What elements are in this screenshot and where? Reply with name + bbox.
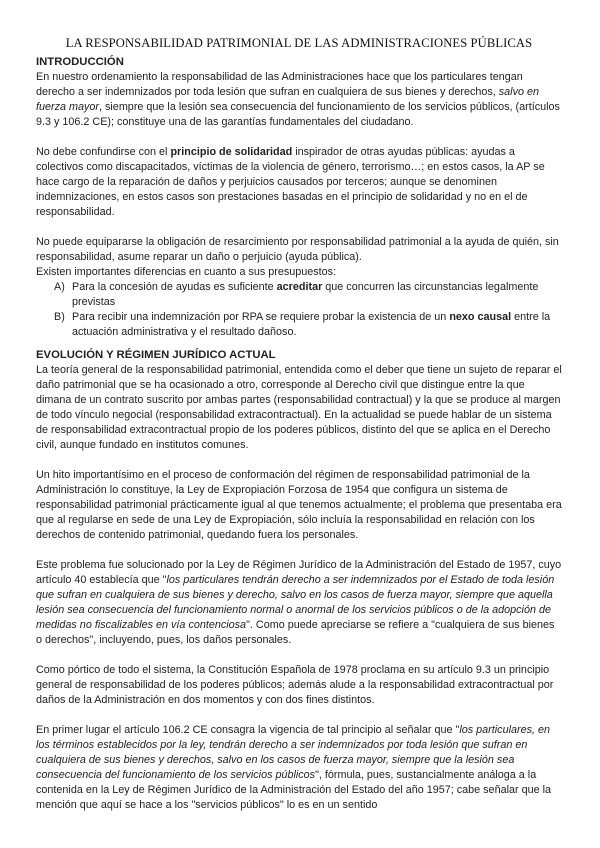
text-run: En primer lugar el artículo 106.2 CE consagra la vigencia de tal principio al señalar que " bbox=[36, 724, 460, 736]
text-run: ". Como puede apreciarse se refiere a "cualquiera de sus bienes o derechos", incluyendo, pues, los daños personales. bbox=[36, 619, 555, 646]
intro-paragraph-1 bbox=[36, 70, 562, 130]
intro-paragraph-3: No puede equipararse la obligación de resarcimiento por responsabilidad patrimonial a la ayuda de quién, sin responsabilidad, asume reparar un daño o perjuicio (ayuda pública). bbox=[36, 236, 559, 263]
intro-paragraph-2 bbox=[36, 145, 562, 220]
bold-run: acreditar bbox=[276, 281, 323, 293]
differences-list bbox=[36, 280, 562, 340]
document-title: LA RESPONSABILIDAD PATRIMONIAL DE LAS ADMINISTRACIONES PÚBLICAS bbox=[65, 36, 533, 50]
text-run: , siempre que la lesión sea consecuencia del funcionamiento de los servicios públicos, (artículos 9.3 y 106.2 CE); constituye una de las garantías fundamentales del ciudadano. bbox=[36, 101, 560, 128]
text-run: No debe confundirse con el bbox=[36, 146, 171, 158]
bold-run: principio de solidaridad bbox=[170, 146, 293, 158]
text-run: Para la concesión de ayudas es suficiente bbox=[72, 281, 277, 293]
evolution-paragraph-2: Un hito importantísimo en el proceso de conformación del régimen de responsabilidad patrimonial de la Administración lo constituye, la Ley de Expropiación Forzosa de 1954 que configura un sistema de responsabilidad patrimonial prácticamente igual al que tenemos actualmente; el problema que presentaba era que al regularse en sede de una Ley de Expropiación, sólo incluía la responsabilidad en relación con los derechos de contenido patrimonial, quedando fuera los personales. bbox=[36, 469, 562, 541]
italic-run: salvo en fuerza mayor bbox=[36, 86, 539, 113]
text-run: Este problema fue solucionado por la Ley de Régimen Jurídico de la Administración del Estado de 1957, cuyo artículo 40 establecía que " bbox=[36, 559, 562, 586]
text-run: ", fórmula, pues, sustancialmente análoga a la contenida en la Ley de Régimen Jurídico de la Administración del Estado del año 1957; cabe señalar que la mención que aquí se hace a los "servicios públicos" lo es en un sentido bbox=[36, 769, 551, 811]
evolution-paragraph-3 bbox=[36, 558, 562, 648]
text-run: Para recibir una indemnización por RPA se requiere probar la existencia de un bbox=[72, 311, 450, 323]
list-item-text bbox=[72, 310, 562, 340]
italic-quote: los particulares, en los términos establecidos por la ley, tendrán derecho a ser indemnizados por toda lesión que sufran en cualquiera de sus bienes y derechos, salvo en los casos de fuerza mayor, siempre que la lesión sea consecuencia del funcionamiento de los servicios públicos bbox=[36, 724, 550, 781]
bold-run: nexo causal bbox=[449, 311, 512, 323]
list-item bbox=[36, 280, 562, 310]
list-marker: B) bbox=[54, 311, 65, 323]
text-run: entre la actuación administrativa y el resultado dañoso. bbox=[72, 311, 551, 338]
section-heading-introduccion: INTRODUCCIÓN bbox=[36, 56, 124, 68]
text-run: que concurren las circunstancias legalmente previstas bbox=[72, 281, 539, 308]
text-run: inspirador de otras ayudas públicas: ayudas a colectivos como discapacitados, víctimas de la violencia de género, terrorismo…; en estos casos, la AP se hace cargo de la reparación de daños y perjuicios causados por terceros; aunque se denominen indemnizaciones, en estos casos son prestaciones basadas en el principio de solidaridad y no en el de responsabilidad. bbox=[36, 146, 545, 218]
list-item bbox=[36, 310, 562, 340]
italic-quote: los particulares tendrán derecho a ser indemnizados por el Estado de toda lesión que sufran en cualquiera de sus bienes y derecho, salvo en los casos de fuerza mayor, siempre que aquella lesión sea consecuencia del funcionamiento normal o anormal de los servicios públicos o de la adopción de medidas no fiscalizables en vía contenciosa bbox=[36, 574, 555, 631]
section-heading-evolucion: EVOLUCIÓN Y RÉGIMEN JURÍDICO ACTUAL bbox=[36, 349, 276, 361]
list-item-text bbox=[72, 280, 562, 310]
list-marker: A) bbox=[54, 281, 65, 293]
evolution-paragraph-5 bbox=[36, 723, 562, 813]
text-run: En nuestro ordenamiento la responsabilidad de las Administraciones hace que los particulares tengan derecho a ser indemnizados por toda lesión que sufran en cualquiera de sus bienes y derechos, bbox=[36, 71, 523, 98]
intro-paragraph-4: Existen importantes diferencias en cuanto a sus presupuestos: bbox=[36, 266, 337, 278]
evolution-paragraph-4: Como pórtico de todo el sistema, la Constitución Española de 1978 proclama en su artículo 9.3 un principio general de responsabilidad de los poderes públicos; además alude a la responsabilidad extracontractual por daños de la Administración en dos momentos y con dos fines distintos. bbox=[36, 664, 554, 706]
evolution-paragraph-1: La teoría general de la responsabilidad patrimonial, entendida como el deber que tiene un sujeto de reparar el daño patrimonial que se ha ocasionado a otro, corresponde al Derecho civil que distingue entre la que dimana de un contrato suscrito por ambas partes (responsabilidad contractual) y la que se produce al margen de todo vínculo negocial (responsabilidad extracontractual). En la actualidad se puede hablar de un sistema de responsabilidad extracontractual propio de los poderes públicos, distinto del que se aplica en el Derecho civil, aunque fundado en institutos comunes. bbox=[36, 364, 562, 451]
